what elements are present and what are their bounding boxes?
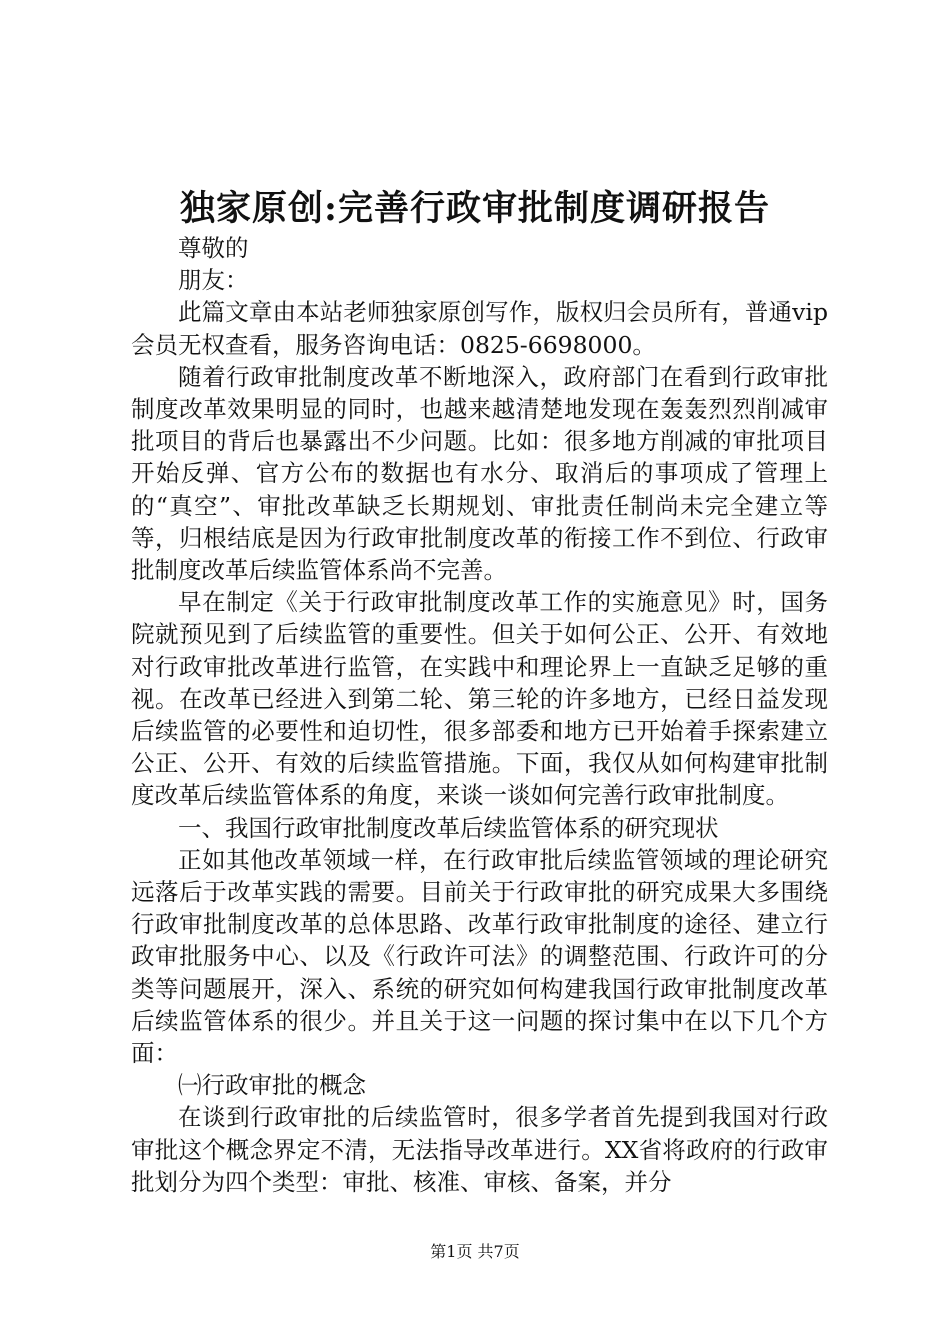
body-paragraph: 早在制定《关于行政审批制度改革工作的实施意见》时，国务院就预见到了后续监管的重要性。但关于如何公正、公开、有效地对行政审批改革进行监管，在实践中和理论界上一直缺乏足够的重视。在改革已经进入到第二轮、第三轮的许多地方，已经日益发现后续监管的必要性和迫切性，很多部委和地方已开始着手探索建立公正、公开、有效的后续监管措施。下面，我仅从如何构建审批制度改革后续监管体系的角度，来谈一谈如何完善行政审批制度。 bbox=[131, 588, 828, 810]
section-heading: 一、我国行政审批制度改革后续监管体系的研究现状 bbox=[178, 813, 719, 842]
salutation-line-2: 朋友： bbox=[178, 266, 249, 295]
body-paragraph: 在谈到行政审批的后续监管时，很多学者首先提到我国对行政审批这个概念界定不清，无法指导改革进行。XX省将政府的行政审批划分为四个类型：审批、核准、审核、备案，并分 bbox=[131, 1103, 828, 1196]
copyright-notice-paragraph: 此篇文章由本站老师独家原创写作，版权归会员所有，普通vip会员无权查看，服务咨询电话：0825-6698000。 bbox=[131, 298, 828, 359]
subsection-heading: ㈠行政审批的概念 bbox=[178, 1071, 366, 1100]
body-paragraph: 随着行政审批制度改革不断地深入，政府部门在看到行政审批制度改革效果明显的同时，也越来越清楚地发现在轰轰烈烈削减审批项目的背后也暴露出不少问题。比如：很多地方削减的审批项目开始反弹、官方公布的数据也有水分、取消后的事项成了管理上的“真空”、审批改革缺乏长期规划、审批责任制尚未完全建立等等，归根结底是因为行政审批制度改革的衔接工作不到位、行政审批制度改革后续监管体系尚不完善。 bbox=[131, 362, 828, 585]
body-paragraph: 正如其他改革领域一样，在行政审批后续监管领域的理论研究远落后于改革实践的需要。目前关于行政审批的研究成果大多围绕行政审批制度改革的总体思路、改革行政审批制度的途径、建立行政审批服务中心、以及《行政许可法》的调整范围、行政许可的分类等问题展开，深入、系统的研究如何构建我国行政审批制度改革后续监管体系的很少。并且关于这一问题的探讨集中在以下几个方面： bbox=[131, 845, 828, 1068]
document-title: 独家原创:完善行政审批制度调研报告 bbox=[180, 188, 770, 229]
page-total: 共7页 bbox=[477, 1242, 520, 1261]
document-body bbox=[131, 232, 828, 1198]
salutation-line-1: 尊敬的 bbox=[178, 234, 249, 262]
page-footer bbox=[0, 1241, 950, 1263]
page-number: 第1页 bbox=[430, 1242, 473, 1261]
